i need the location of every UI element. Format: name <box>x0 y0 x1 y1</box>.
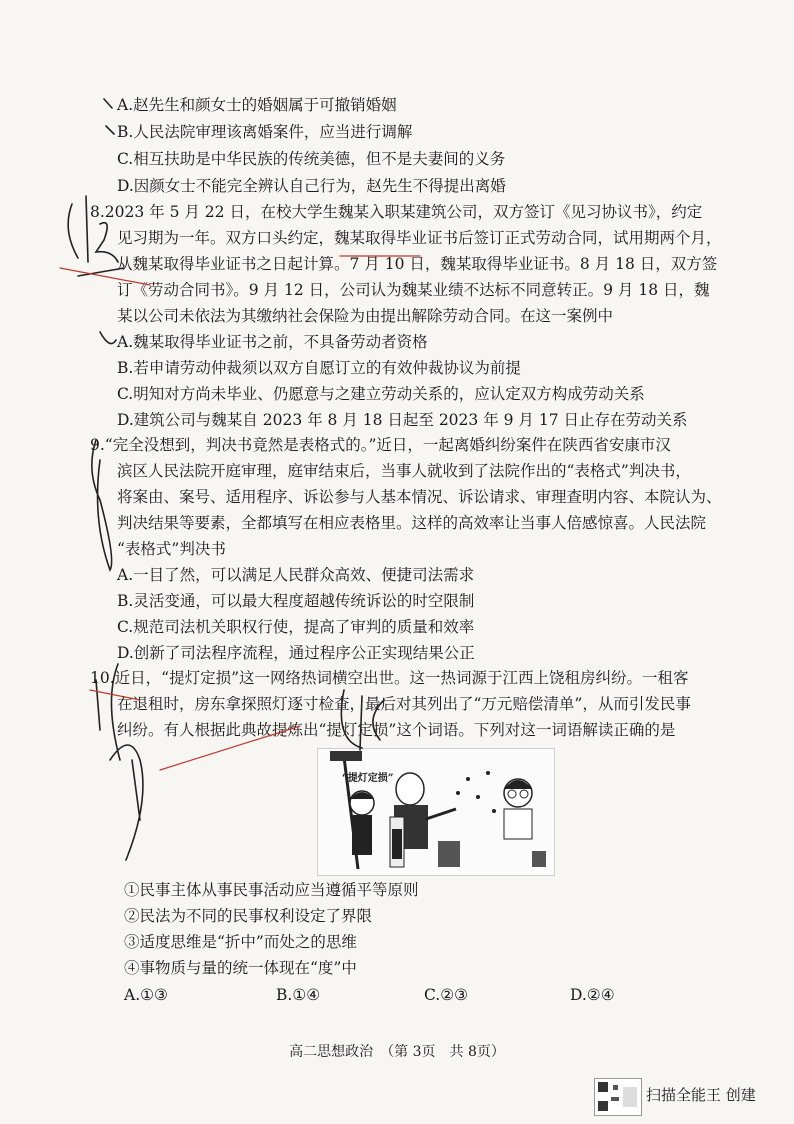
q8-stem-line: 从魏某取得毕业证书之日起计算。7 月 10 日，魏某取得毕业证书。8 月 18 日，双方签 <box>117 255 718 273</box>
cartoon-caption: “提灯定损” <box>342 773 394 784</box>
q8-option-c: C.明知对方尚未毕业、仍愿意与之建立劳动关系的，应认定双方构成劳动关系 <box>117 385 645 403</box>
q9-option-a: A.一目了然，可以满足人民群众高效、便捷司法需求 <box>117 566 475 584</box>
q8-option-a: A.魏某取得毕业证书之前，不具备劳动者资格 <box>117 333 428 351</box>
q8-stem-line: 8.2023 年 5 月 22 日，在校大学生魏某入职某建筑公司，双方签订《见习协议书》，约定 <box>90 203 703 221</box>
q10-stem-line: 10.近日，“提灯定损”这一网络热词横空出世。这一热词源于江西上饶租房纠纷。一租客 <box>90 669 689 687</box>
q10-stem-line: 纠纷。有人根据此典故提炼出“提灯定损”这个词语。下列对这一词语解读正确的是 <box>117 721 676 739</box>
q7-option-a: A.赵先生和颜女士的婚姻属于可撤销婚姻 <box>117 96 397 114</box>
q9-option-b: B.灵活变通，可以最大程度超越传统诉讼的时空限制 <box>117 592 475 610</box>
q8-stem-line: 某以公司未依法为其缴纳社会保险为由提出解除劳动合同。在这一案例中 <box>117 307 614 325</box>
q10-statement-4: ④事物质与量的统一体现在“度”中 <box>124 959 357 977</box>
q9-stem-line: 判决结果等要素，全都填写在相应表格里。这样的高效率让当事人倍感惊喜。人民法院 <box>117 514 707 532</box>
q8-stem-line: 订《劳动合同书》。9 月 12 日，公司认为魏某业绩不达标不同意转正。9 月 18 日，魏 <box>117 281 710 299</box>
q10-statement-2: ②民法为不同的民事权利设定了界限 <box>124 907 373 925</box>
page-footer: 高二思想政治 （第 3页 共 8页） <box>289 1044 505 1060</box>
q10-answer-c: C.②③ <box>424 986 469 1004</box>
q9-option-c: C.规范司法机关职权行使，提高了审判的质量和效率 <box>117 618 475 636</box>
q10-answer-b: B.①④ <box>276 986 321 1004</box>
scanner-brand: 扫描全能王 创建 <box>646 1086 756 1104</box>
q8-option-d: D.建筑公司与魏某自 2023 年 8 月 18 日起至 2023 年 9 月 17 日止存在劳动关系 <box>117 411 688 429</box>
qr-logo <box>594 1078 642 1116</box>
q7-option-b: B.人民法院审理该离婚案件，应当进行调解 <box>117 123 413 141</box>
q7-option-d: D.因颜女士不能完全辨认自己行为，赵先生不得提出离婚 <box>117 177 506 195</box>
q10-statement-3: ③适度思维是“折中”而处之的思维 <box>124 933 357 951</box>
q9-stem-line: “表格式”判决书 <box>117 540 226 558</box>
cartoon-drawing <box>318 749 554 875</box>
q10-statement-1: ①民事主体从事民事活动应当遵循平等原则 <box>124 881 419 899</box>
q10-answer-a: A.①③ <box>124 986 168 1004</box>
q9-stem-line: 9.“完全没想到，判决书竟然是表格式的。”近日，一起离婚纠纷案件在陕西省安康市汉 <box>90 436 671 454</box>
q9-option-d: D.创新了司法程序流程，通过程序公正实现结果公正 <box>117 644 475 662</box>
q7-option-c: C.相互扶助是中华民族的传统美德，但不是夫妻间的义务 <box>117 150 506 168</box>
q10-stem-line: 在退租时，房东拿探照灯逐寸检查，最后对其列出了“万元赔偿清单”，从而引发民事 <box>117 695 691 713</box>
q10-answer-d: D.②④ <box>570 986 615 1004</box>
cartoon-illustration <box>317 748 555 876</box>
q8-option-b: B.若申请劳动仲裁须以双方自愿订立的有效仲裁协议为前提 <box>117 359 521 377</box>
q9-stem-line: 将案由、案号、适用程序、诉讼参与人基本情况、诉讼请求、审理查明内容、本院认为、 <box>117 488 722 506</box>
q8-stem-line: 见习期为一年。双方口头约定，魏某取得毕业证书后签订正式劳动合同，试用期两个月， <box>117 229 722 247</box>
q9-stem-line: 滨区人民法院开庭审理，庭审结束后，当事人就收到了法院作出的“表格式”判决书， <box>117 462 691 480</box>
